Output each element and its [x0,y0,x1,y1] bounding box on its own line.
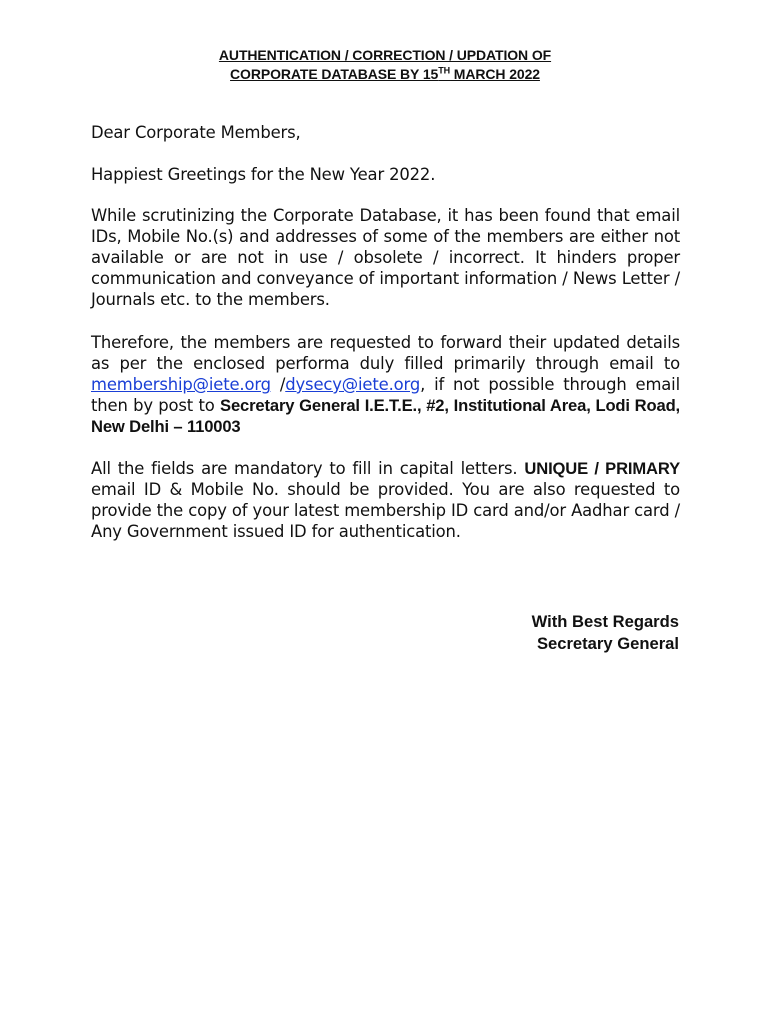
paragraph-update-request [91,332,680,437]
title-line-1: AUTHENTICATION / CORRECTION / UPDATION OF [218,47,552,63]
greeting: Happiest Greetings for the New Year 2022. [91,165,436,184]
paragraph-database-issue: While scrutinizing the Corporate Database, it has been found that email IDs, Mobile No.(s) and addresses of some of the members are either not available or are not in use / obsolete / incorrect. It hinders proper communication and conveyance of important information / News Letter / Journals etc. to the members. [91,206,680,309]
document-title [0,46,770,84]
title-ordinal-suffix: TH [438,65,451,76]
title-line-2-prefix: CORPORATE DATABASE BY 15 [230,66,439,82]
dysecy-email-link[interactable]: dysecy@iete.org [285,375,421,394]
post-instruction-text: , if not possible through email then by post to [91,375,680,415]
mandatory-fields-text: All the fields are mandatory to fill in capital letters. [91,459,525,478]
title-line-2-suffix: MARCH 2022 [450,66,540,82]
id-proof-request-text: email ID & Mobile No. should be provided. You are also requested to provide the copy of your latest membership ID card and/or Aadhar card / Any Government issued ID for authentication. [91,480,680,541]
signature-designation: Secretary General [536,634,679,653]
postal-address: Secretary General I.E.T.E., #2, Institutional Area, Lodi Road, New Delhi – 110003 [91,396,681,436]
unique-primary-emphasis: UNIQUE / PRIMARY [524,459,681,478]
signature-block [532,611,679,655]
signature-regards: With Best Regards [531,612,679,631]
title-line-2 [0,65,770,84]
paragraph-mandatory-fields [91,458,680,542]
salutation: Dear Corporate Members, [91,123,301,142]
email-separator: / [270,375,286,394]
update-request-text: Therefore, the members are requested to forward their updated details as per the enclosed performa duly filled primarily through email to [91,333,680,373]
membership-email-link[interactable]: membership@iete.org [91,375,271,394]
